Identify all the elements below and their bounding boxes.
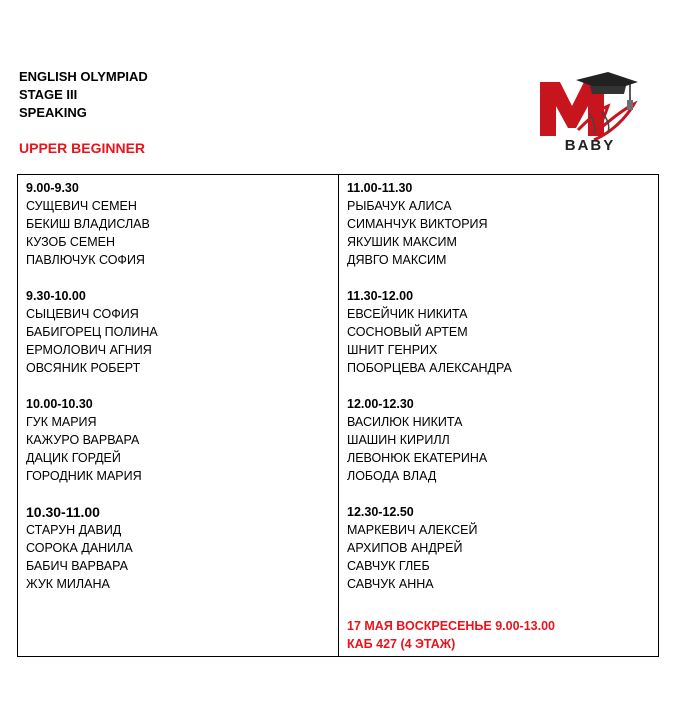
logo-y-swash <box>578 104 634 140</box>
student-name: САВЧУК ГЛЕБ <box>347 559 430 573</box>
student-name: СЫЦЕВИЧ СОФИЯ <box>26 307 139 321</box>
section-label: SPEAKING <box>19 105 87 120</box>
student-name: ЛЕВОНЮК ЕКАТЕРИНА <box>347 451 488 465</box>
my-baby-logo <box>538 70 642 152</box>
stage-label: STAGE III <box>19 87 78 102</box>
student-name: КАЖУРО ВАРВАРА <box>26 433 140 447</box>
schedule-table <box>17 174 659 657</box>
student-name: ПАВЛЮЧУК СОФИЯ <box>26 253 145 267</box>
time-slot: 10.00-10.30 <box>26 397 93 411</box>
student-name: ГОРОДНИК МАРИЯ <box>26 469 142 483</box>
schedule-left-column <box>18 175 338 656</box>
time-slot: 11.00-11.30 <box>347 181 413 195</box>
time-slot-group <box>26 287 338 377</box>
time-slot: 9.00-9.30 <box>26 181 79 195</box>
level-title: UPPER BEGINNER <box>19 140 146 156</box>
time-slot-group <box>26 395 338 485</box>
time-slot: 11.30-12.00 <box>347 289 414 303</box>
student-name: СТАРУН ДАВИД <box>26 523 122 537</box>
event-note <box>347 617 658 653</box>
event-room: КАБ 427 (4 ЭТАЖ) <box>347 637 456 651</box>
student-name: СУЩЕВИЧ СЕМЕН <box>26 199 137 213</box>
time-slot-group <box>347 179 658 269</box>
student-name: БЕКИШ ВЛАДИСЛАВ <box>26 217 150 231</box>
student-name: ЯКУШИК МАКСИМ <box>347 235 457 249</box>
student-name: ВАСИЛЮК НИКИТА <box>347 415 463 429</box>
time-slot-group <box>347 287 658 377</box>
time-slot: 12.00-12.30 <box>347 397 414 411</box>
time-slot: 12.30-12.50 <box>347 505 414 519</box>
time-slot-group <box>347 395 658 485</box>
student-name: СИМАНЧУК ВИКТОРИЯ <box>347 217 488 231</box>
student-name: ШАШИН КИРИЛЛ <box>347 433 450 447</box>
student-name: ЛОБОДА ВЛАД <box>347 469 437 483</box>
student-name: ПОБОРЦЕВА АЛЕКСАНДРА <box>347 361 512 375</box>
cap-tassel <box>627 100 633 110</box>
student-name: ДЯВГО МАКСИМ <box>347 253 447 267</box>
time-slot-group <box>26 503 338 593</box>
student-name: ДАЦИК ГОРДЕЙ <box>26 451 121 465</box>
student-name: СОРОКА ДАНИЛА <box>26 541 133 555</box>
student-name: ГУК МАРИЯ <box>26 415 97 429</box>
logo-text: BABY <box>564 137 616 152</box>
student-name: КУЗОБ СЕМЕН <box>26 235 116 249</box>
student-name: БАБИГОРЕЦ ПОЛИНА <box>26 325 158 339</box>
student-name: ШНИТ ГЕНРИХ <box>347 343 438 357</box>
student-name: РЫБАЧУК АЛИСА <box>347 199 452 213</box>
graduation-cap-base <box>590 86 626 94</box>
student-name: МАРКЕВИЧ АЛЕКСЕЙ <box>347 523 478 537</box>
student-name: БАБИЧ ВАРВАРА <box>26 559 128 573</box>
document-header <box>19 68 148 122</box>
student-name: ЖУК МИЛАНА <box>26 577 110 591</box>
student-name: ЕВСЕЙЧИК НИКИТА <box>347 307 468 321</box>
schedule-right-column <box>338 175 658 656</box>
student-name: САВЧУК АННА <box>347 577 434 591</box>
student-name: ЕРМОЛОВИЧ АГНИЯ <box>26 343 152 357</box>
event-date: 17 МАЯ ВОСКРЕСЕНЬЕ 9.00-13.00 <box>347 619 556 633</box>
time-slot: 10.30-11.00 <box>26 504 100 520</box>
student-name: СОСНОВЫЙ АРТЕМ <box>347 325 468 339</box>
time-slot: 9.30-10.00 <box>26 289 86 303</box>
time-slot-group <box>347 503 658 593</box>
student-name: ОВСЯНИК РОБЕРТ <box>26 361 141 375</box>
olympiad-title: ENGLISH OLYMPIAD <box>19 69 148 84</box>
student-name: АРХИПОВ АНДРЕЙ <box>347 541 463 555</box>
time-slot-group <box>26 179 338 269</box>
